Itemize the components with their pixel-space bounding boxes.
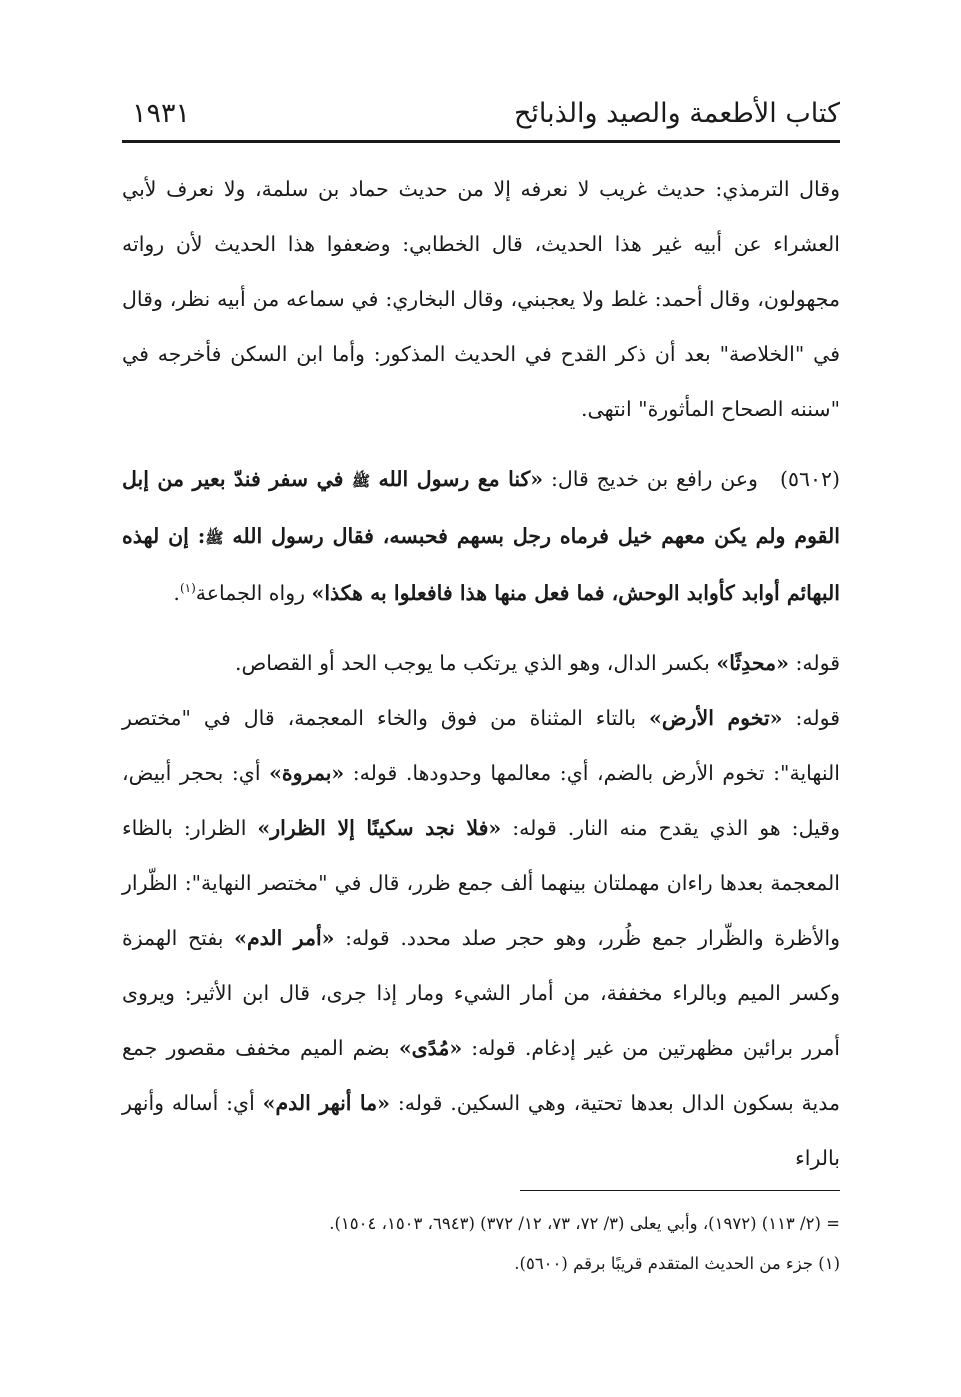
hadith-number: (٥٦٠٢) [779, 467, 840, 491]
commentary-term: «تخوم الأرض» [649, 706, 783, 730]
commentary-text: أي: بحجر أبيض، وقيل: هو الذي يقدح منه النار. قوله: [122, 761, 840, 840]
header-rule [122, 140, 840, 143]
running-header [122, 88, 840, 140]
paragraph-tirmidhi: وقال الترمذي: حديث غريب لا نعرفه إلا من حديث حماد بن سلمة، ولا نعرف لأبي العشراء عن أبيه غير هذا الحديث، قال الخطابي: وضعفوا هذا الحديث لأن رواته مجهولون، وقال أحمد: غلط ولا يعجبني، وقال البخاري: في سماعه من أبيه نظر، وقال في "الخلاصة" بعد أن ذكر القدح في الحديث المذكور: وأما ابن السكن فأخرجه في "سننه الصحاح المأثورة" انتهى. [122, 177, 840, 421]
commentary-paragraph [122, 691, 840, 1186]
commentary-text: بفتح الهمزة وكسر الميم وبالراء مخففة، من أمار الشيء ومار إذا جرى، قال ابن الأثير: ويروى أمرر برائين مظهرتين من غير إدغام. قوله: [122, 926, 840, 1060]
footnote-rule [520, 1190, 840, 1191]
commentary-term: «محدِثًا» [716, 651, 789, 675]
page-number: ١٩٣١ [132, 98, 191, 129]
commentary-term: «أمر الدم» [234, 926, 335, 950]
commentary-term: «فلا نجد سكينًا إلا الظرار» [257, 816, 502, 840]
hadith-end: . [173, 581, 180, 605]
footnote-1: (١) جزء من الحديث المتقدم قريبًا برقم (٥٦٠٠). [514, 1254, 840, 1273]
commentary-term: «مُدًى» [398, 1036, 463, 1060]
footnote-continued: = (٢/ ١١٣) (١٩٧٢)، وأبي يعلى (٣/ ٧٢، ٧٣، ١٢/ ٣٧٢) (٦٩٤٣، ١٥٠٣، ١٥٠٤). [329, 1214, 840, 1233]
hadith-text-part1: «كنا مع رسول الله [370, 467, 544, 491]
commentary-text: بضم الميم مخفف مقصور جمع مدية بسكون الدال بعدها تحتية، وهي السكين. قوله: [122, 1036, 840, 1115]
commentary-text: قوله: [788, 651, 840, 675]
commentary-text: بالتاء المثناة من فوق والخاء المعجمة، قال في "مختصر النهاية": تخوم الأرض بالضم، أي: معالمها وحدودها. قوله: [122, 706, 840, 785]
hadith-source: رواه الجماعة [195, 581, 312, 605]
hadith-paragraph [122, 452, 840, 621]
commentary-text: بكسر الدال، وهو الذي يرتكب ما يوجب الحد أو القصاص. [234, 651, 717, 675]
hadith-text-part3: : إن لهذه البهائم أوابد كأوابد الوحش، فما فعل منها هذا فافعلوا به هكذا» [122, 524, 840, 605]
commentary-term: «بمروة» [269, 761, 345, 785]
commentary-text: الظرار: بالظاء المعجمة بعدها راءان مهملتان بينهما ألف جمع ظرر، قال في "مختصر النهاية": الظّرار والأظرة والظّرار جمع ظُرر، وهو حجر صلد محدد. قوله: [122, 816, 840, 950]
hadith-intro: وعن رافع بن خديج قال: [543, 467, 758, 491]
hadith-text-part2: في سفر فندّ بعير من إبل القوم ولم يكن معهم خيل فرماه رجل بسهم فحبسه، فقال رسول الله [122, 467, 840, 548]
commentary-line-1 [122, 636, 840, 691]
commentary-term: «ما أنهر الدم» [262, 1091, 390, 1115]
commentary-text: قوله: [782, 706, 840, 730]
salutation-glyph: ﷺ [205, 529, 224, 547]
footnotes [160, 1204, 840, 1284]
footnote-reference: (١) [179, 581, 196, 596]
commentary-text: أي: أساله وأنهر بالراء [122, 1091, 840, 1170]
book-title: كتاب الأطعمة والصيد والذبائح [513, 98, 840, 129]
salutation-glyph: ﷺ [351, 472, 371, 490]
main-text [122, 162, 840, 1186]
